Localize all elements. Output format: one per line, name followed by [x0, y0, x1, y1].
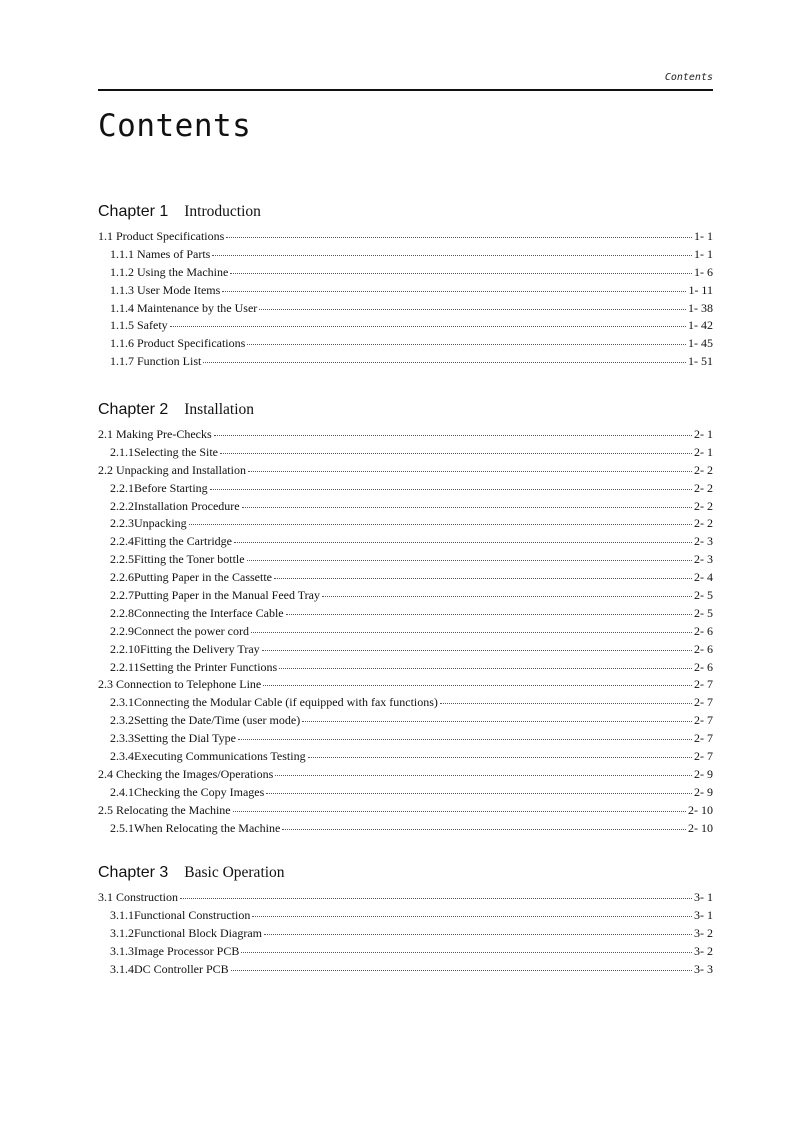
toc-entry-page: 2- 6 — [694, 623, 713, 638]
toc-entry-page: 2- 1 — [694, 444, 713, 459]
chapter-3-section — [98, 864, 713, 979]
toc-dot-leader — [220, 452, 692, 454]
toc-dot-leader — [214, 434, 692, 436]
toc-entry[interactable] — [98, 767, 713, 785]
toc-entry-label: 2.2.6Putting Paper in the Cassette — [110, 570, 272, 585]
toc-entry-page: 2- 9 — [694, 766, 713, 781]
toc-entry[interactable] — [98, 265, 713, 283]
toc-entry[interactable] — [98, 247, 713, 265]
toc-entry-label: 1.1.2 Using the Machine — [110, 264, 229, 279]
toc-entry-page: 1- 51 — [688, 354, 713, 369]
toc-entry[interactable] — [98, 962, 713, 980]
toc-dot-leader — [251, 631, 692, 633]
toc-entry-label: 3.1.1Functional Construction — [110, 907, 251, 922]
chapter-title: Installation — [184, 401, 255, 418]
toc-dot-leader — [222, 290, 686, 292]
toc-entry[interactable] — [98, 926, 713, 944]
toc-entry[interactable] — [98, 785, 713, 803]
toc-dot-leader — [231, 969, 692, 971]
toc-dot-leader — [308, 756, 692, 758]
toc-entry-page: 2- 2 — [694, 516, 713, 531]
toc-dot-leader — [440, 702, 692, 704]
toc-entry-page: 3- 3 — [694, 961, 713, 976]
toc-dot-leader — [241, 951, 692, 953]
toc-entry-label: 2.2.11Setting the Printer Functions — [110, 659, 278, 674]
toc-entry[interactable] — [98, 499, 713, 517]
chapter-title: Introduction — [184, 203, 261, 220]
toc-entry-page: 2- 1 — [694, 427, 713, 441]
toc-entry-page: 2- 6 — [694, 641, 713, 656]
toc-entry-label: 2.2.4Fitting the Cartridge — [110, 534, 232, 549]
toc-dot-leader — [248, 470, 692, 472]
chapter-title: Basic Operation — [184, 864, 285, 881]
toc-entry-label: 3.1.3Image Processor PCB — [110, 943, 240, 958]
toc-entry-page: 2- 2 — [694, 462, 713, 477]
toc-dot-leader — [264, 933, 692, 935]
toc-entry[interactable] — [98, 695, 713, 713]
toc-dot-leader — [322, 595, 692, 597]
toc-entry[interactable] — [98, 803, 713, 821]
toc-entry-label: 1.1.3 User Mode Items — [110, 282, 221, 297]
toc-dot-leader — [230, 272, 692, 274]
toc-entry-page: 1- 42 — [688, 318, 713, 333]
toc-entry-page: 2- 9 — [694, 784, 713, 799]
toc-entry[interactable] — [98, 318, 713, 336]
toc-entry-label: 1.1.1 Names of Parts — [110, 246, 211, 261]
toc-dot-leader — [302, 720, 692, 722]
toc-dot-leader — [247, 343, 686, 345]
toc-entry[interactable] — [98, 713, 713, 731]
header-rule — [98, 89, 713, 91]
toc-entry-page: 2- 10 — [688, 802, 713, 817]
toc-entry-page: 2- 6 — [694, 659, 713, 674]
chapter-heading — [98, 864, 713, 888]
toc-entry-label: 2.2.9Connect the power cord — [110, 623, 249, 638]
toc-entry-page: 1- 45 — [688, 336, 713, 351]
toc-entry-page: 2- 2 — [694, 480, 713, 495]
toc-dot-leader — [274, 577, 692, 579]
toc-entry-page: 2- 7 — [694, 677, 713, 692]
toc-entry-label: 2.2.8Connecting the Interface Cable — [110, 605, 284, 620]
toc-dot-leader — [212, 254, 692, 256]
toc-entry-label: 2.2.5Fitting the Toner bottle — [110, 552, 245, 567]
toc-dot-leader — [233, 810, 686, 812]
toc-entry-page: 1- 1 — [694, 246, 713, 261]
toc-dot-leader — [282, 828, 686, 830]
toc-entry[interactable] — [98, 624, 713, 642]
toc-entry[interactable] — [98, 427, 713, 445]
toc-dot-leader — [266, 792, 692, 794]
toc-entry[interactable] — [98, 481, 713, 499]
toc-entry-page: 1- 1 — [694, 229, 713, 243]
toc-entry-label: 3.1 Construction — [98, 890, 178, 904]
toc-entry[interactable] — [98, 890, 713, 908]
toc-entry-label: 2.4 Checking the Images/Operations — [98, 766, 274, 781]
toc-list — [98, 229, 713, 372]
chapter-label: Chapter 3 — [98, 864, 169, 881]
toc-entry-label: 1.1 Product Specifications — [98, 229, 225, 243]
chapter-heading — [98, 401, 713, 425]
toc-entry-page: 2- 7 — [694, 749, 713, 764]
toc-entry-label: 3.1.2Functional Block Diagram — [110, 925, 262, 940]
toc-entry-label: 2.3.3Setting the Dial Type — [110, 731, 236, 746]
toc-entry-page: 2- 7 — [694, 731, 713, 746]
toc-entry-label: 2.2.10Fitting the Delivery Tray — [110, 641, 260, 656]
toc-entry[interactable] — [98, 354, 713, 372]
toc-entry-label: 1.1.7 Function List — [110, 354, 202, 369]
toc-entry-page: 1- 38 — [688, 300, 713, 315]
toc-entry-page: 2- 4 — [694, 570, 713, 585]
toc-entry[interactable] — [98, 731, 713, 749]
toc-dot-leader — [238, 738, 692, 740]
toc-entry[interactable] — [98, 749, 713, 767]
toc-list — [98, 427, 713, 838]
toc-dot-leader — [234, 541, 692, 543]
toc-entry[interactable] — [98, 677, 713, 695]
toc-entry[interactable] — [98, 229, 713, 247]
toc-entry[interactable] — [98, 552, 713, 570]
toc-entry-page: 2- 2 — [694, 498, 713, 513]
toc-entry-page: 2- 7 — [694, 695, 713, 710]
toc-entry-label: 2.2.7Putting Paper in the Manual Feed Tray — [110, 588, 320, 603]
toc-entry[interactable] — [98, 606, 713, 624]
toc-dot-leader — [170, 325, 686, 327]
toc-entry-label: 1.1.4 Maintenance by the User — [110, 300, 258, 315]
toc-entry-page: 1- 11 — [688, 282, 713, 297]
toc-entry[interactable] — [98, 336, 713, 354]
toc-dot-leader — [259, 308, 686, 310]
toc-entry[interactable] — [98, 944, 713, 962]
toc-entry-page: 2- 3 — [694, 552, 713, 567]
toc-entry[interactable] — [98, 283, 713, 301]
toc-dot-leader — [242, 506, 692, 508]
toc-entry[interactable] — [98, 301, 713, 319]
toc-entry-page: 2- 7 — [694, 713, 713, 728]
chapter-1-section — [98, 203, 713, 372]
chapter-heading — [98, 203, 713, 227]
toc-entry-label: 2.3.2Setting the Date/Time (user mode) — [110, 713, 301, 728]
toc-entry-label: 2.1.1Selecting the Site — [110, 444, 218, 459]
toc-entry[interactable] — [98, 588, 713, 606]
toc-entry-label: 2.5 Relocating the Machine — [98, 802, 231, 817]
toc-entry[interactable] — [98, 642, 713, 660]
toc-entry[interactable] — [98, 516, 713, 534]
toc-dot-leader — [286, 613, 692, 615]
toc-entry[interactable] — [98, 821, 713, 839]
toc-dot-leader — [263, 684, 692, 686]
toc-entry-label: 2.4.1Checking the Copy Images — [110, 784, 265, 799]
toc-entry-label: 2.3.4Executing Communications Testing — [110, 749, 306, 764]
toc-entry-label: 1.1.6 Product Specifications — [110, 336, 246, 351]
toc-dot-leader — [203, 361, 686, 363]
chapter-label: Chapter 2 — [98, 401, 169, 418]
running-header: Contents — [664, 72, 713, 83]
toc-entry[interactable] — [98, 570, 713, 588]
toc-entry-label: 1.1.5 Safety — [110, 318, 168, 333]
toc-entry-label: 2.2.1Before Starting — [110, 480, 208, 495]
toc-entry-page: 2- 5 — [694, 588, 713, 603]
toc-entry-page: 2- 10 — [688, 820, 713, 835]
toc-entry[interactable] — [98, 445, 713, 463]
toc-entry-label: 2.3 Connection to Telephone Line — [98, 677, 262, 692]
toc-entry-page: 3- 1 — [694, 890, 713, 904]
toc-entry-page: 2- 5 — [694, 605, 713, 620]
chapter-label: Chapter 1 — [98, 203, 169, 220]
toc-entry-label: 2.2.3Unpacking — [110, 516, 187, 531]
toc-entry[interactable] — [98, 660, 713, 678]
toc-entry-page: 3- 2 — [694, 943, 713, 958]
toc-entry-label: 2.2 Unpacking and Installation — [98, 462, 246, 477]
toc-entry-label: 2.3.1Connecting the Modular Cable (if equipped with fax functions) — [110, 695, 438, 710]
toc-entry-page: 1- 6 — [694, 264, 713, 279]
toc-dot-leader — [247, 559, 692, 561]
toc-entry-label: 2.2.2Installation Procedure — [110, 498, 240, 513]
toc-entry-label: 3.1.4DC Controller PCB — [110, 961, 229, 976]
toc-list — [98, 890, 713, 979]
chapter-2-section — [98, 401, 713, 838]
toc-dot-leader — [252, 915, 692, 917]
toc-entry-label: 2.5.1When Relocating the Machine — [110, 820, 281, 835]
toc-dot-leader — [226, 236, 692, 238]
toc-entry-page: 3- 2 — [694, 925, 713, 940]
toc-entry[interactable] — [98, 463, 713, 481]
toc-dot-leader — [262, 649, 692, 651]
toc-dot-leader — [180, 897, 692, 899]
toc-entry-label: 2.1 Making Pre-Checks — [98, 427, 212, 441]
toc-entry[interactable] — [98, 534, 713, 552]
toc-dot-leader — [279, 667, 692, 669]
toc-entry-page: 3- 1 — [694, 907, 713, 922]
toc-entry-page: 2- 3 — [694, 534, 713, 549]
page-title: Contents — [98, 108, 252, 144]
toc-dot-leader — [275, 774, 692, 776]
toc-entry[interactable] — [98, 908, 713, 926]
toc-dot-leader — [189, 523, 692, 525]
toc-dot-leader — [210, 488, 692, 490]
